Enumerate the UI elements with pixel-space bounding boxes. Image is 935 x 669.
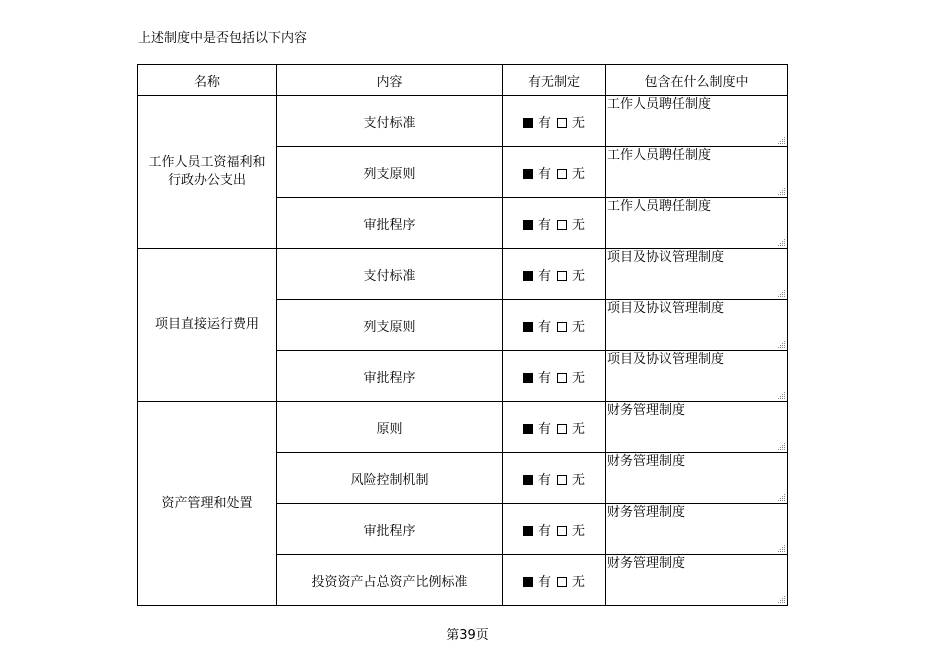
resize-grip-icon[interactable]: [776, 594, 786, 604]
system-name: 财务管理制度: [607, 556, 686, 571]
system-field[interactable]: [606, 147, 788, 198]
yes-checkbox[interactable]: [523, 373, 533, 383]
established-cell: [503, 351, 606, 402]
yes-label: 有: [537, 319, 551, 335]
no-label: 无: [572, 472, 586, 488]
established-cell: [503, 96, 606, 147]
yes-checkbox[interactable]: [523, 118, 533, 128]
resize-grip-icon[interactable]: [776, 135, 786, 145]
no-checkbox[interactable]: [557, 220, 567, 230]
resize-grip-icon[interactable]: [776, 186, 786, 196]
system-field[interactable]: [606, 504, 788, 555]
no-label: 无: [572, 319, 586, 335]
yes-label: 有: [537, 472, 551, 488]
content-item: 审批程序: [277, 198, 503, 249]
system-field[interactable]: [606, 96, 788, 147]
no-checkbox[interactable]: [557, 526, 567, 536]
resize-grip-icon[interactable]: [776, 492, 786, 502]
no-checkbox[interactable]: [557, 271, 567, 281]
yes-label: 有: [537, 166, 551, 182]
system-name: 工作人员聘任制度: [607, 97, 712, 112]
no-label: 无: [572, 166, 586, 182]
no-label: 无: [572, 268, 586, 284]
yes-checkbox[interactable]: [523, 322, 533, 332]
yes-checkbox[interactable]: [523, 220, 533, 230]
no-label: 无: [572, 421, 586, 437]
content-item: 支付标准: [277, 249, 503, 300]
category-label: 项目直接运行费用: [154, 317, 259, 332]
established-cell: [503, 300, 606, 351]
content-item: 审批程序: [277, 351, 503, 402]
system-name: 工作人员聘任制度: [607, 148, 712, 163]
system-name: 财务管理制度: [607, 454, 686, 469]
system-field[interactable]: [606, 351, 788, 402]
content-item: 投资资产占总资产比例标准: [277, 555, 503, 606]
resize-grip-icon[interactable]: [776, 390, 786, 400]
established-cell: [503, 147, 606, 198]
no-checkbox[interactable]: [557, 475, 567, 485]
system-name: 财务管理制度: [607, 505, 686, 520]
system-name: 项目及协议管理制度: [607, 250, 725, 265]
yes-label: 有: [537, 217, 551, 233]
system-name: 工作人员聘任制度: [607, 199, 712, 214]
no-checkbox[interactable]: [557, 577, 567, 587]
system-field[interactable]: [606, 402, 788, 453]
yes-checkbox[interactable]: [523, 424, 533, 434]
category-cell: [138, 402, 277, 606]
category-label: 行政办公支出: [167, 173, 246, 188]
yes-checkbox[interactable]: [523, 271, 533, 281]
page-heading: 上述制度中是否包括以下内容: [138, 31, 308, 46]
no-checkbox[interactable]: [557, 322, 567, 332]
no-label: 无: [572, 217, 586, 233]
content-item: 列支原则: [277, 300, 503, 351]
yes-checkbox[interactable]: [523, 526, 533, 536]
content-item: 风险控制机制: [277, 453, 503, 504]
no-label: 无: [572, 115, 586, 131]
content-item: 支付标准: [277, 96, 503, 147]
table-row: [138, 249, 788, 300]
yes-checkbox[interactable]: [523, 475, 533, 485]
system-field[interactable]: [606, 453, 788, 504]
system-field[interactable]: [606, 555, 788, 606]
established-cell: [503, 249, 606, 300]
established-cell: [503, 453, 606, 504]
content-item: 列支原则: [277, 147, 503, 198]
content-item: 审批程序: [277, 504, 503, 555]
table-row: [138, 402, 788, 453]
yes-label: 有: [537, 523, 551, 539]
content-item: 原则: [277, 402, 503, 453]
no-checkbox[interactable]: [557, 373, 567, 383]
resize-grip-icon[interactable]: [776, 543, 786, 553]
category-label: 资产管理和处置: [161, 495, 253, 511]
header-content: 内容: [277, 65, 503, 96]
yes-checkbox[interactable]: [523, 169, 533, 179]
table-row: [138, 96, 788, 147]
system-field[interactable]: [606, 198, 788, 249]
system-field[interactable]: [606, 249, 788, 300]
resize-grip-icon[interactable]: [776, 288, 786, 298]
yes-checkbox[interactable]: [523, 577, 533, 587]
resize-grip-icon[interactable]: [776, 441, 786, 451]
header-established: 有无制定: [503, 65, 606, 96]
yes-label: 有: [537, 115, 551, 131]
yes-label: 有: [537, 370, 551, 386]
table-header-row: [138, 65, 788, 96]
system-name: 项目及协议管理制度: [607, 301, 725, 316]
category-cell: [138, 96, 277, 249]
yes-label: 有: [537, 268, 551, 284]
no-checkbox[interactable]: [557, 118, 567, 128]
policy-table: [137, 64, 788, 606]
category-label: 工作人员工资福利和: [148, 155, 266, 170]
system-name: 项目及协议管理制度: [607, 352, 725, 367]
header-included-system: 包含在什么制度中: [606, 65, 788, 96]
system-name: 财务管理制度: [607, 403, 686, 418]
page-number: 第39页: [446, 628, 489, 643]
established-cell: [503, 504, 606, 555]
yes-label: 有: [537, 421, 551, 437]
established-cell: [503, 198, 606, 249]
no-label: 无: [572, 370, 586, 386]
resize-grip-icon[interactable]: [776, 237, 786, 247]
no-label: 无: [572, 523, 586, 539]
established-cell: [503, 402, 606, 453]
yes-label: 有: [537, 574, 551, 590]
established-cell: [503, 555, 606, 606]
no-checkbox[interactable]: [557, 169, 567, 179]
system-field[interactable]: [606, 300, 788, 351]
header-name: 名称: [138, 65, 277, 96]
category-cell: [138, 249, 277, 402]
no-label: 无: [572, 574, 586, 590]
no-checkbox[interactable]: [557, 424, 567, 434]
resize-grip-icon[interactable]: [776, 339, 786, 349]
